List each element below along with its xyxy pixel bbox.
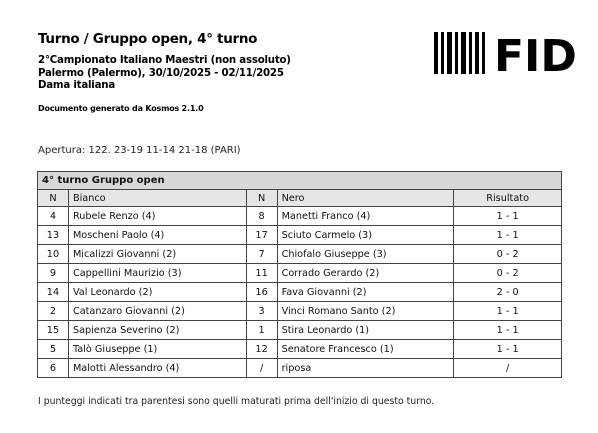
cell-black-player: Fava Giovanni (2) xyxy=(277,283,454,302)
cell-white-player: Malotti Alessandro (4) xyxy=(68,359,246,378)
footnote: I punteggi indicati tra parentesi sono quelli maturati prima dell'inizio di questo turno. xyxy=(38,396,435,407)
cell-black-player: Corrado Gerardo (2) xyxy=(277,264,454,283)
cell-result: 1 - 1 xyxy=(454,302,562,321)
cell-n-white: 13 xyxy=(38,226,69,245)
table-row xyxy=(38,359,562,378)
cell-n-black: 11 xyxy=(246,264,277,283)
event-info xyxy=(38,55,291,93)
cell-result: 0 - 2 xyxy=(454,264,562,283)
cell-white-player: Cappellini Maurizio (3) xyxy=(68,264,246,283)
table-row xyxy=(38,245,562,264)
cell-black-player: Chiofalo Giuseppe (3) xyxy=(277,245,454,264)
cell-n-white: 15 xyxy=(38,321,69,340)
event-location-dates: Palermo (Palermo), 30/10/2025 - 02/11/2025 xyxy=(38,67,284,79)
cell-n-black: 12 xyxy=(246,340,277,359)
table-header-row xyxy=(38,190,562,207)
opening-line: Apertura: 122. 23-19 11-14 21-18 (PARI) xyxy=(38,145,241,156)
table-row xyxy=(38,207,562,226)
header-result: Risultato xyxy=(454,190,562,207)
cell-n-white: 5 xyxy=(38,340,69,359)
table-row xyxy=(38,321,562,340)
cell-black-player: Vinci Romano Santo (2) xyxy=(277,302,454,321)
cell-white-player: Sapienza Severino (2) xyxy=(68,321,246,340)
cell-result: 1 - 1 xyxy=(454,226,562,245)
cell-result: / xyxy=(454,359,562,378)
event-name: 2°Campionato Italiano Maestri (non assoluto) xyxy=(38,55,291,66)
cell-result: 1 - 1 xyxy=(454,340,562,359)
cell-n-white: 6 xyxy=(38,359,69,378)
table-row xyxy=(38,226,562,245)
cell-n-white: 4 xyxy=(38,207,69,226)
logo-bars xyxy=(434,32,485,74)
cell-result: 0 - 2 xyxy=(454,245,562,264)
cell-result: 2 - 0 xyxy=(454,283,562,302)
table-row xyxy=(38,302,562,321)
cell-white-player: Catanzaro Giovanni (2) xyxy=(68,302,246,321)
cell-black-player: Sciuto Carmelo (3) xyxy=(277,226,454,245)
table-caption: 4° turno Gruppo open xyxy=(38,172,562,190)
fid-logo xyxy=(432,31,577,82)
header-white: Bianco xyxy=(68,190,246,207)
pairings-table xyxy=(37,171,562,378)
cell-white-player: Rubele Renzo (4) xyxy=(68,207,246,226)
cell-n-black: 7 xyxy=(246,245,277,264)
page-title: Turno / Gruppo open, 4° turno xyxy=(38,31,258,47)
table-caption-row xyxy=(38,172,562,190)
cell-n-white: 9 xyxy=(38,264,69,283)
table-row xyxy=(38,264,562,283)
cell-white-player: Talò Giuseppe (1) xyxy=(68,340,246,359)
event-discipline: Dama italiana xyxy=(38,80,115,92)
cell-n-black: 8 xyxy=(246,207,277,226)
generated-by-note: Documento generato da Kosmos 2.1.0 xyxy=(38,104,204,113)
cell-n-black: 17 xyxy=(246,226,277,245)
header-n-white: N xyxy=(38,190,69,207)
cell-black-player: Senatore Francesco (1) xyxy=(277,340,454,359)
cell-white-player: Micalizzi Giovanni (2) xyxy=(68,245,246,264)
cell-result: 1 - 1 xyxy=(454,321,562,340)
header-black: Nero xyxy=(277,190,454,207)
cell-white-player: Moscheni Paolo (4) xyxy=(68,226,246,245)
cell-n-white: 14 xyxy=(38,283,69,302)
table-row xyxy=(38,283,562,302)
cell-result: 1 - 1 xyxy=(454,207,562,226)
cell-black-player: Stira Leonardo (1) xyxy=(277,321,454,340)
cell-black-player: riposa xyxy=(277,359,454,378)
cell-n-black: / xyxy=(246,359,277,378)
cell-n-black: 3 xyxy=(246,302,277,321)
cell-n-white: 2 xyxy=(38,302,69,321)
cell-n-black: 16 xyxy=(246,283,277,302)
cell-n-white: 10 xyxy=(38,245,69,264)
cell-black-player: Manetti Franco (4) xyxy=(277,207,454,226)
logo-text: FID xyxy=(494,31,577,82)
header-n-black: N xyxy=(246,190,277,207)
cell-white-player: Val Leonardo (2) xyxy=(68,283,246,302)
cell-n-black: 1 xyxy=(246,321,277,340)
table-row xyxy=(38,340,562,359)
